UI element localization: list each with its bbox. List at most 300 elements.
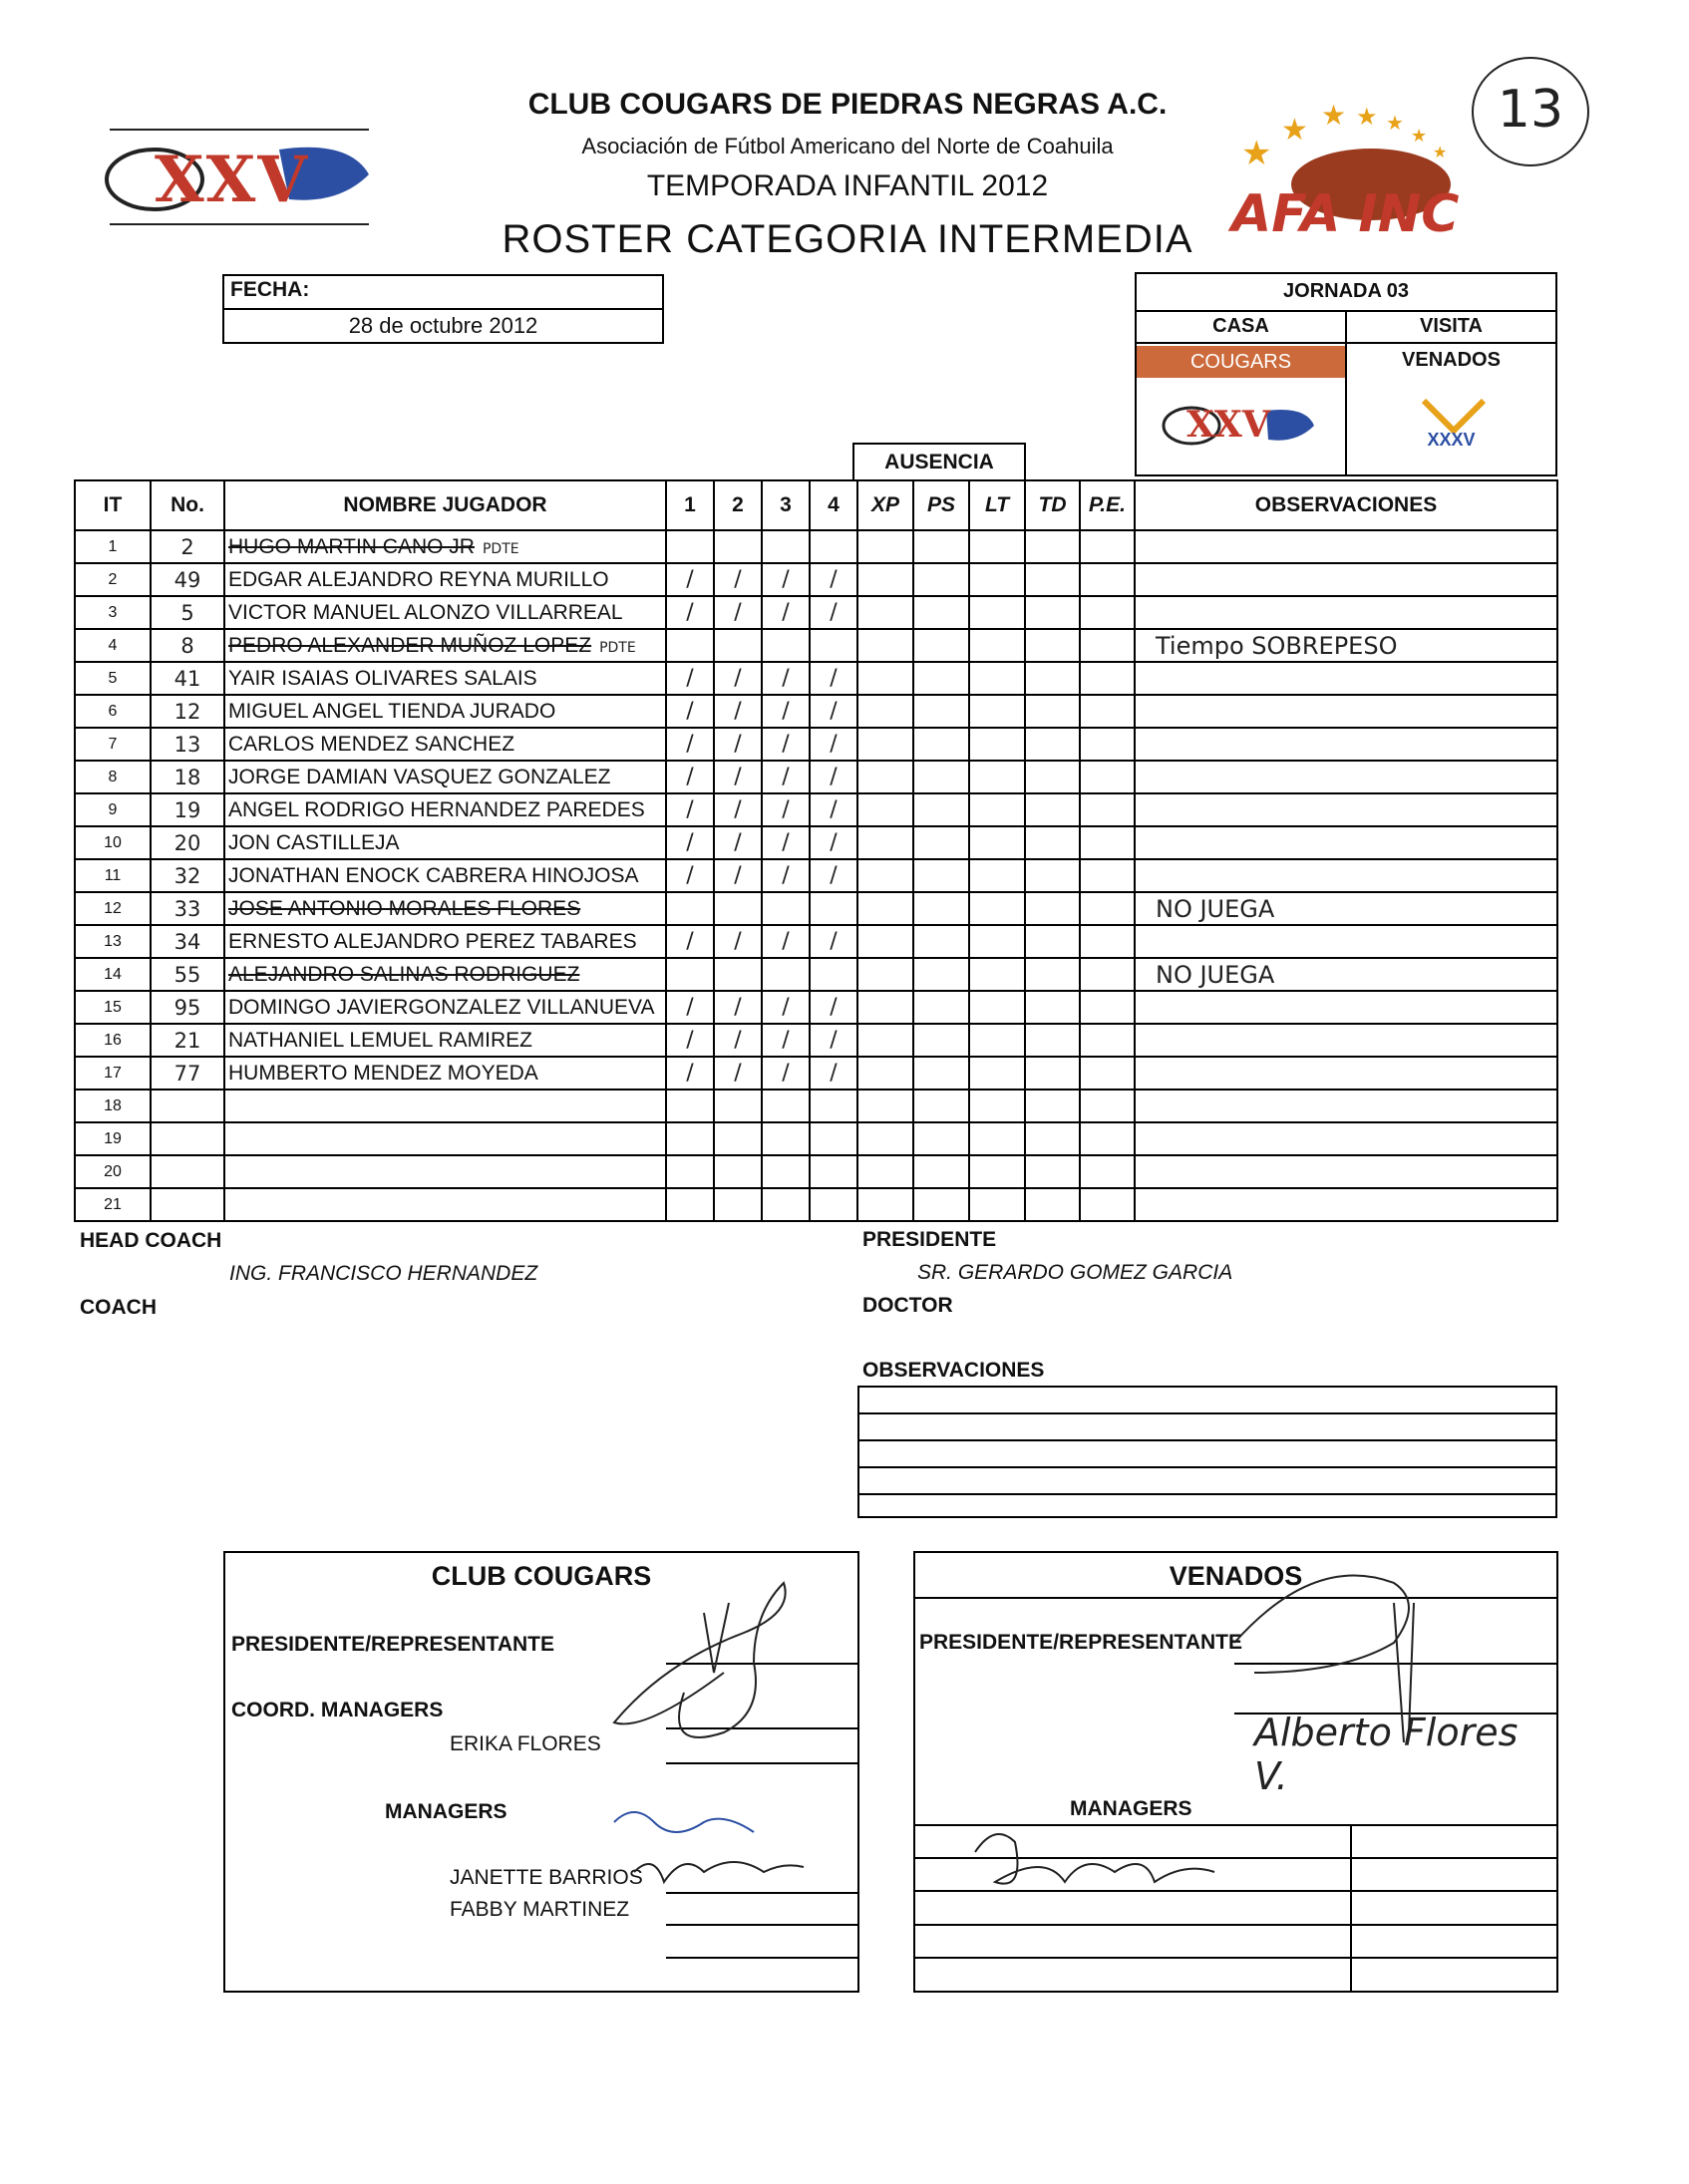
- association-name: Asociación de Fútbol Americano del Norte de Coahuila: [581, 134, 1114, 158]
- row-observaciones: [1135, 530, 1557, 563]
- row-number: 34: [151, 925, 224, 958]
- row-xp: [857, 1155, 913, 1188]
- season-title: TEMPORADA INFANTIL 2012: [646, 169, 1049, 202]
- quarter-check-4: [810, 530, 857, 563]
- row-pe: [1080, 662, 1135, 695]
- row-ps: [913, 563, 969, 596]
- coach-label: COACH: [80, 1296, 157, 1319]
- table-row: [75, 530, 1557, 563]
- row-pe: [1080, 925, 1135, 958]
- row-td: [1025, 793, 1080, 826]
- row-observaciones: [1135, 925, 1557, 958]
- table-row: [75, 1090, 1557, 1122]
- row-lt: [969, 596, 1025, 629]
- col-header-observaciones: OBSERVACIONES: [1135, 480, 1557, 530]
- home-coord-label: COORD. MANAGERS: [231, 1699, 444, 1721]
- fecha-label: FECHA:: [224, 276, 662, 310]
- row-lt: [969, 761, 1025, 793]
- row-td: [1025, 1188, 1080, 1221]
- row-pe: [1080, 1024, 1135, 1057]
- row-xp: [857, 1057, 913, 1090]
- row-pe: [1080, 859, 1135, 892]
- row-td: [1025, 859, 1080, 892]
- player-name: MIGUEL ANGEL TIENDA JURADO: [228, 699, 556, 723]
- row-xp: [857, 563, 913, 596]
- row-observaciones: [1135, 695, 1557, 728]
- row-observaciones: [1135, 991, 1557, 1024]
- row-td: [1025, 695, 1080, 728]
- row-pe: [1080, 530, 1135, 563]
- col-header-pe: P.E.: [1080, 480, 1135, 530]
- row-ps: [913, 1155, 969, 1188]
- quarter-check-1: [666, 1155, 714, 1188]
- table-row: [75, 629, 1557, 662]
- row-pe: [1080, 728, 1135, 761]
- col-header-q3: 3: [762, 480, 810, 530]
- table-row: [75, 1122, 1557, 1155]
- quarter-check-4: [810, 1188, 857, 1221]
- quarter-check-4: [810, 958, 857, 991]
- away-signature-title: VENADOS: [1169, 1561, 1303, 1591]
- row-lt: [969, 1057, 1025, 1090]
- quarter-check-4: /: [810, 761, 857, 793]
- quarter-check-3: /: [762, 563, 810, 596]
- row-xp: [857, 596, 913, 629]
- player-name: HUGO MARTIN CANO JR: [228, 534, 475, 558]
- col-header-q1: 1: [666, 480, 714, 530]
- quarter-check-2: /: [714, 662, 762, 695]
- row-it: 10: [75, 826, 151, 859]
- col-header-td: TD: [1025, 480, 1080, 530]
- row-pe: [1080, 695, 1135, 728]
- quarter-check-1: /: [666, 695, 714, 728]
- table-row: [75, 761, 1557, 793]
- row-xp: [857, 1122, 913, 1155]
- row-player-name: [224, 596, 666, 629]
- row-xp: [857, 1090, 913, 1122]
- afa-logo-text: AFA INC: [1231, 184, 1460, 244]
- row-pe: [1080, 1090, 1135, 1122]
- player-name: NATHANIEL LEMUEL RAMIREZ: [228, 1028, 532, 1052]
- row-it: 21: [75, 1188, 151, 1221]
- row-observaciones: [1135, 826, 1557, 859]
- observaciones-label: OBSERVACIONES: [862, 1359, 1045, 1382]
- quarter-check-2: [714, 1188, 762, 1221]
- row-observaciones: [1135, 1122, 1557, 1155]
- quarter-check-3: [762, 530, 810, 563]
- row-number: 77: [151, 1057, 224, 1090]
- row-xp: [857, 826, 913, 859]
- visita-label: VISITA: [1347, 310, 1555, 344]
- row-lt: [969, 1188, 1025, 1221]
- row-pe: [1080, 596, 1135, 629]
- row-td: [1025, 1155, 1080, 1188]
- row-number: 13: [151, 728, 224, 761]
- row-xp: [857, 1188, 913, 1221]
- row-it: 1: [75, 530, 151, 563]
- home-presidente-label: PRESIDENTE/REPRESENTANTE: [231, 1633, 554, 1656]
- table-row: [75, 925, 1557, 958]
- row-observaciones: NO JUEGA: [1135, 958, 1557, 991]
- row-observaciones: [1135, 1188, 1557, 1221]
- player-name: JOSE ANTONIO MORALES FLORES: [228, 896, 581, 920]
- quarter-check-2: /: [714, 1024, 762, 1057]
- row-td: [1025, 761, 1080, 793]
- quarter-check-2: /: [714, 1057, 762, 1090]
- quarter-check-1: /: [666, 925, 714, 958]
- row-player-name: [224, 1057, 666, 1090]
- row-player-name: [224, 925, 666, 958]
- table-row: [75, 859, 1557, 892]
- row-lt: [969, 1155, 1025, 1188]
- row-pe: [1080, 991, 1135, 1024]
- table-row: [75, 1057, 1557, 1090]
- row-number: 5: [151, 596, 224, 629]
- quarter-check-4: /: [810, 991, 857, 1024]
- row-td: [1025, 826, 1080, 859]
- away-managers-signature: [955, 1812, 1254, 1912]
- row-observaciones: [1135, 728, 1557, 761]
- quarter-check-3: [762, 1090, 810, 1122]
- quarter-check-4: /: [810, 859, 857, 892]
- row-it: 5: [75, 662, 151, 695]
- col-header-ps: PS: [913, 480, 969, 530]
- quarter-check-1: /: [666, 1057, 714, 1090]
- quarter-check-1: [666, 1188, 714, 1221]
- row-number: 19: [151, 793, 224, 826]
- quarter-check-2: [714, 1090, 762, 1122]
- row-pe: [1080, 892, 1135, 925]
- away-presidente-label: PRESIDENTE/REPRESENTANTE: [919, 1631, 1242, 1654]
- row-number: 20: [151, 826, 224, 859]
- quarter-check-2: [714, 629, 762, 662]
- row-ps: [913, 728, 969, 761]
- player-name: EDGAR ALEJANDRO REYNA MURILLO: [228, 567, 609, 591]
- row-lt: [969, 793, 1025, 826]
- table-row: [75, 1155, 1557, 1188]
- home-managers-signature: [594, 1792, 814, 1912]
- casa-column: [1137, 310, 1347, 474]
- away-team: VENADOS: [1402, 349, 1501, 371]
- col-header-q2: 2: [714, 480, 762, 530]
- row-player-name: [224, 1155, 666, 1188]
- row-it: 13: [75, 925, 151, 958]
- row-lt: [969, 958, 1025, 991]
- row-td: [1025, 892, 1080, 925]
- home-signature-title: CLUB COUGARS: [431, 1561, 652, 1591]
- quarter-check-1: [666, 1122, 714, 1155]
- presidente-label: PRESIDENTE: [862, 1228, 997, 1251]
- row-xp: [857, 629, 913, 662]
- row-td: [1025, 958, 1080, 991]
- player-name: VICTOR MANUEL ALONZO VILLARREAL: [228, 600, 623, 624]
- table-row: [75, 991, 1557, 1024]
- quarter-check-2: [714, 530, 762, 563]
- quarter-check-1: /: [666, 826, 714, 859]
- row-number: [151, 1155, 224, 1188]
- club-logo: [100, 125, 379, 234]
- quarter-check-1: [666, 629, 714, 662]
- quarter-check-2: [714, 1155, 762, 1188]
- row-pe: [1080, 563, 1135, 596]
- row-number: 49: [151, 563, 224, 596]
- quarter-check-1: [666, 1090, 714, 1122]
- row-observaciones: [1135, 761, 1557, 793]
- observaciones-box: [857, 1386, 1557, 1518]
- quarter-check-4: [810, 892, 857, 925]
- row-number: 21: [151, 1024, 224, 1057]
- row-it: 3: [75, 596, 151, 629]
- row-td: [1025, 563, 1080, 596]
- row-observaciones: [1135, 1024, 1557, 1057]
- svg-text:★: ★: [1241, 135, 1272, 172]
- row-ps: [913, 892, 969, 925]
- quarter-check-3: /: [762, 793, 810, 826]
- row-pe: [1080, 761, 1135, 793]
- col-header-q4: 4: [810, 480, 857, 530]
- quarter-check-1: /: [666, 761, 714, 793]
- svg-text:★: ★: [1411, 126, 1428, 146]
- row-player-name: [224, 991, 666, 1024]
- row-xp: [857, 793, 913, 826]
- row-player-name: [224, 662, 666, 695]
- row-ps: [913, 958, 969, 991]
- row-td: [1025, 1122, 1080, 1155]
- roster-table: [74, 479, 1558, 1222]
- row-ps: [913, 761, 969, 793]
- row-ps: [913, 695, 969, 728]
- row-pe: [1080, 1057, 1135, 1090]
- row-observaciones: [1135, 1090, 1557, 1122]
- row-xp: [857, 761, 913, 793]
- row-number: 18: [151, 761, 224, 793]
- row-it: 17: [75, 1057, 151, 1090]
- table-row: [75, 892, 1557, 925]
- table-row: [75, 958, 1557, 991]
- row-it: 9: [75, 793, 151, 826]
- fecha-value: 28 de octubre 2012: [348, 313, 538, 338]
- svg-text:★: ★: [1386, 113, 1404, 135]
- away-president-signature: [1194, 1563, 1523, 1762]
- table-row: [75, 662, 1557, 695]
- row-xp: [857, 1024, 913, 1057]
- row-lt: [969, 925, 1025, 958]
- table-row: [75, 563, 1557, 596]
- table-row: [75, 1024, 1557, 1057]
- quarter-check-3: /: [762, 826, 810, 859]
- quarter-check-3: /: [762, 695, 810, 728]
- page-number: 13: [1497, 80, 1564, 140]
- quarter-check-1: /: [666, 793, 714, 826]
- player-name: JONATHAN ENOCK CABRERA HINOJOSA: [228, 863, 639, 887]
- row-ps: [913, 1024, 969, 1057]
- row-ps: [913, 530, 969, 563]
- row-pe: [1080, 1155, 1135, 1188]
- visita-column: [1347, 310, 1555, 474]
- row-ps: [913, 991, 969, 1024]
- quarter-check-2: /: [714, 793, 762, 826]
- quarter-check-4: /: [810, 1057, 857, 1090]
- quarter-check-2: /: [714, 991, 762, 1024]
- head-coach-label: HEAD COACH: [80, 1229, 222, 1252]
- quarter-check-2: /: [714, 826, 762, 859]
- row-number: 32: [151, 859, 224, 892]
- quarter-check-4: /: [810, 925, 857, 958]
- home-team-logo: [1137, 396, 1345, 456]
- quarter-check-4: /: [810, 793, 857, 826]
- presidente-name: SR. GERARDO GOMEZ GARCIA: [917, 1261, 1233, 1284]
- row-xp: [857, 958, 913, 991]
- quarter-check-4: /: [810, 1024, 857, 1057]
- away-team-logo: [1347, 396, 1555, 456]
- row-player-name: [224, 958, 666, 991]
- svg-text:★: ★: [1281, 114, 1308, 147]
- casa-label: CASA: [1137, 310, 1345, 344]
- quarter-check-2: [714, 958, 762, 991]
- row-ps: [913, 1090, 969, 1122]
- quarter-check-3: /: [762, 761, 810, 793]
- row-observaciones: [1135, 1057, 1557, 1090]
- row-player-name: [224, 1090, 666, 1122]
- away-signature-box: [913, 1551, 1558, 1993]
- table-row: [75, 793, 1557, 826]
- row-player-name: [224, 826, 666, 859]
- row-td: [1025, 991, 1080, 1024]
- row-lt: [969, 991, 1025, 1024]
- row-lt: [969, 728, 1025, 761]
- row-xp: [857, 695, 913, 728]
- col-header-it: IT: [75, 480, 151, 530]
- quarter-check-4: [810, 1155, 857, 1188]
- row-it: 15: [75, 991, 151, 1024]
- player-name: YAIR ISAIAS OLIVARES SALAIS: [228, 666, 537, 690]
- quarter-check-1: /: [666, 563, 714, 596]
- row-ps: [913, 596, 969, 629]
- home-team-logo-text: XXV: [1186, 404, 1270, 446]
- row-lt: [969, 662, 1025, 695]
- quarter-check-4: /: [810, 695, 857, 728]
- row-lt: [969, 695, 1025, 728]
- quarter-check-4: /: [810, 662, 857, 695]
- row-pe: [1080, 629, 1135, 662]
- row-number: 8: [151, 629, 224, 662]
- row-number: 2: [151, 530, 224, 563]
- table-row: [75, 695, 1557, 728]
- quarter-check-3: /: [762, 728, 810, 761]
- table-row: [75, 728, 1557, 761]
- col-header-lt: LT: [969, 480, 1025, 530]
- quarter-check-1: /: [666, 859, 714, 892]
- row-it: 8: [75, 761, 151, 793]
- row-ps: [913, 1122, 969, 1155]
- home-coord-name: ERIKA FLORES: [450, 1732, 601, 1755]
- player-name: CARLOS MENDEZ SANCHEZ: [228, 732, 515, 756]
- quarter-check-2: /: [714, 728, 762, 761]
- row-ps: [913, 1188, 969, 1221]
- row-pe: [1080, 826, 1135, 859]
- row-td: [1025, 1090, 1080, 1122]
- quarter-check-4: [810, 629, 857, 662]
- row-number: 55: [151, 958, 224, 991]
- club-title: CLUB COUGARS DE PIEDRAS NEGRAS A.C.: [527, 88, 1168, 121]
- svg-text:★: ★: [1433, 145, 1448, 161]
- row-ps: [913, 1057, 969, 1090]
- row-it: 19: [75, 1122, 151, 1155]
- quarter-check-4: [810, 1122, 857, 1155]
- row-observaciones: [1135, 793, 1557, 826]
- row-xp: [857, 892, 913, 925]
- quarter-check-3: [762, 1122, 810, 1155]
- quarter-check-2: [714, 892, 762, 925]
- roster-header-row: [75, 480, 1557, 530]
- col-header-no: No.: [151, 480, 224, 530]
- home-manager-1: JANETTE BARRIOS: [450, 1866, 643, 1889]
- row-observaciones: Tiempo SOBREPESO: [1135, 629, 1557, 662]
- quarter-check-4: /: [810, 596, 857, 629]
- col-header-xp: XP: [857, 480, 913, 530]
- quarter-check-3: /: [762, 662, 810, 695]
- quarter-check-3: /: [762, 1024, 810, 1057]
- quarter-check-3: /: [762, 925, 810, 958]
- away-team-logo-text: XXXV: [1427, 430, 1476, 450]
- row-ps: [913, 826, 969, 859]
- row-ps: [913, 629, 969, 662]
- row-note: PDTE: [482, 540, 519, 557]
- jornada-title: JORNADA 03: [1137, 274, 1555, 312]
- row-observaciones: NO JUEGA: [1135, 892, 1557, 925]
- row-observaciones: [1135, 859, 1557, 892]
- quarter-check-3: [762, 1155, 810, 1188]
- player-name: JON CASTILLEJA: [228, 830, 400, 854]
- row-player-name: [224, 629, 666, 662]
- row-it: 7: [75, 728, 151, 761]
- row-lt: [969, 859, 1025, 892]
- row-pe: [1080, 1188, 1135, 1221]
- doctor-label: DOCTOR: [862, 1294, 953, 1317]
- quarter-check-3: /: [762, 1057, 810, 1090]
- home-managers-label: MANAGERS: [385, 1800, 507, 1823]
- row-player-name: [224, 530, 666, 563]
- quarter-check-3: [762, 629, 810, 662]
- row-observaciones: [1135, 1155, 1557, 1188]
- row-ps: [913, 793, 969, 826]
- row-td: [1025, 530, 1080, 563]
- row-player-name: [224, 563, 666, 596]
- row-pe: [1080, 793, 1135, 826]
- col-header-name: NOMBRE JUGADOR: [224, 480, 666, 530]
- jornada-box: [1135, 272, 1557, 476]
- row-it: 2: [75, 563, 151, 596]
- quarter-check-1: [666, 892, 714, 925]
- row-it: 11: [75, 859, 151, 892]
- home-president-signature: [604, 1573, 853, 1772]
- quarter-check-2: /: [714, 761, 762, 793]
- quarter-check-4: /: [810, 563, 857, 596]
- row-pe: [1080, 958, 1135, 991]
- row-ps: [913, 859, 969, 892]
- row-number: 95: [151, 991, 224, 1024]
- row-lt: [969, 629, 1025, 662]
- quarter-check-2: [714, 1122, 762, 1155]
- row-xp: [857, 991, 913, 1024]
- quarter-check-2: /: [714, 925, 762, 958]
- club-logo-text: XXV: [155, 143, 309, 217]
- row-lt: [969, 563, 1025, 596]
- row-it: 16: [75, 1024, 151, 1057]
- svg-text:★: ★: [1356, 104, 1378, 131]
- row-xp: [857, 859, 913, 892]
- away-handwritten-name: Alberto Flores V.: [1254, 1711, 1519, 1798]
